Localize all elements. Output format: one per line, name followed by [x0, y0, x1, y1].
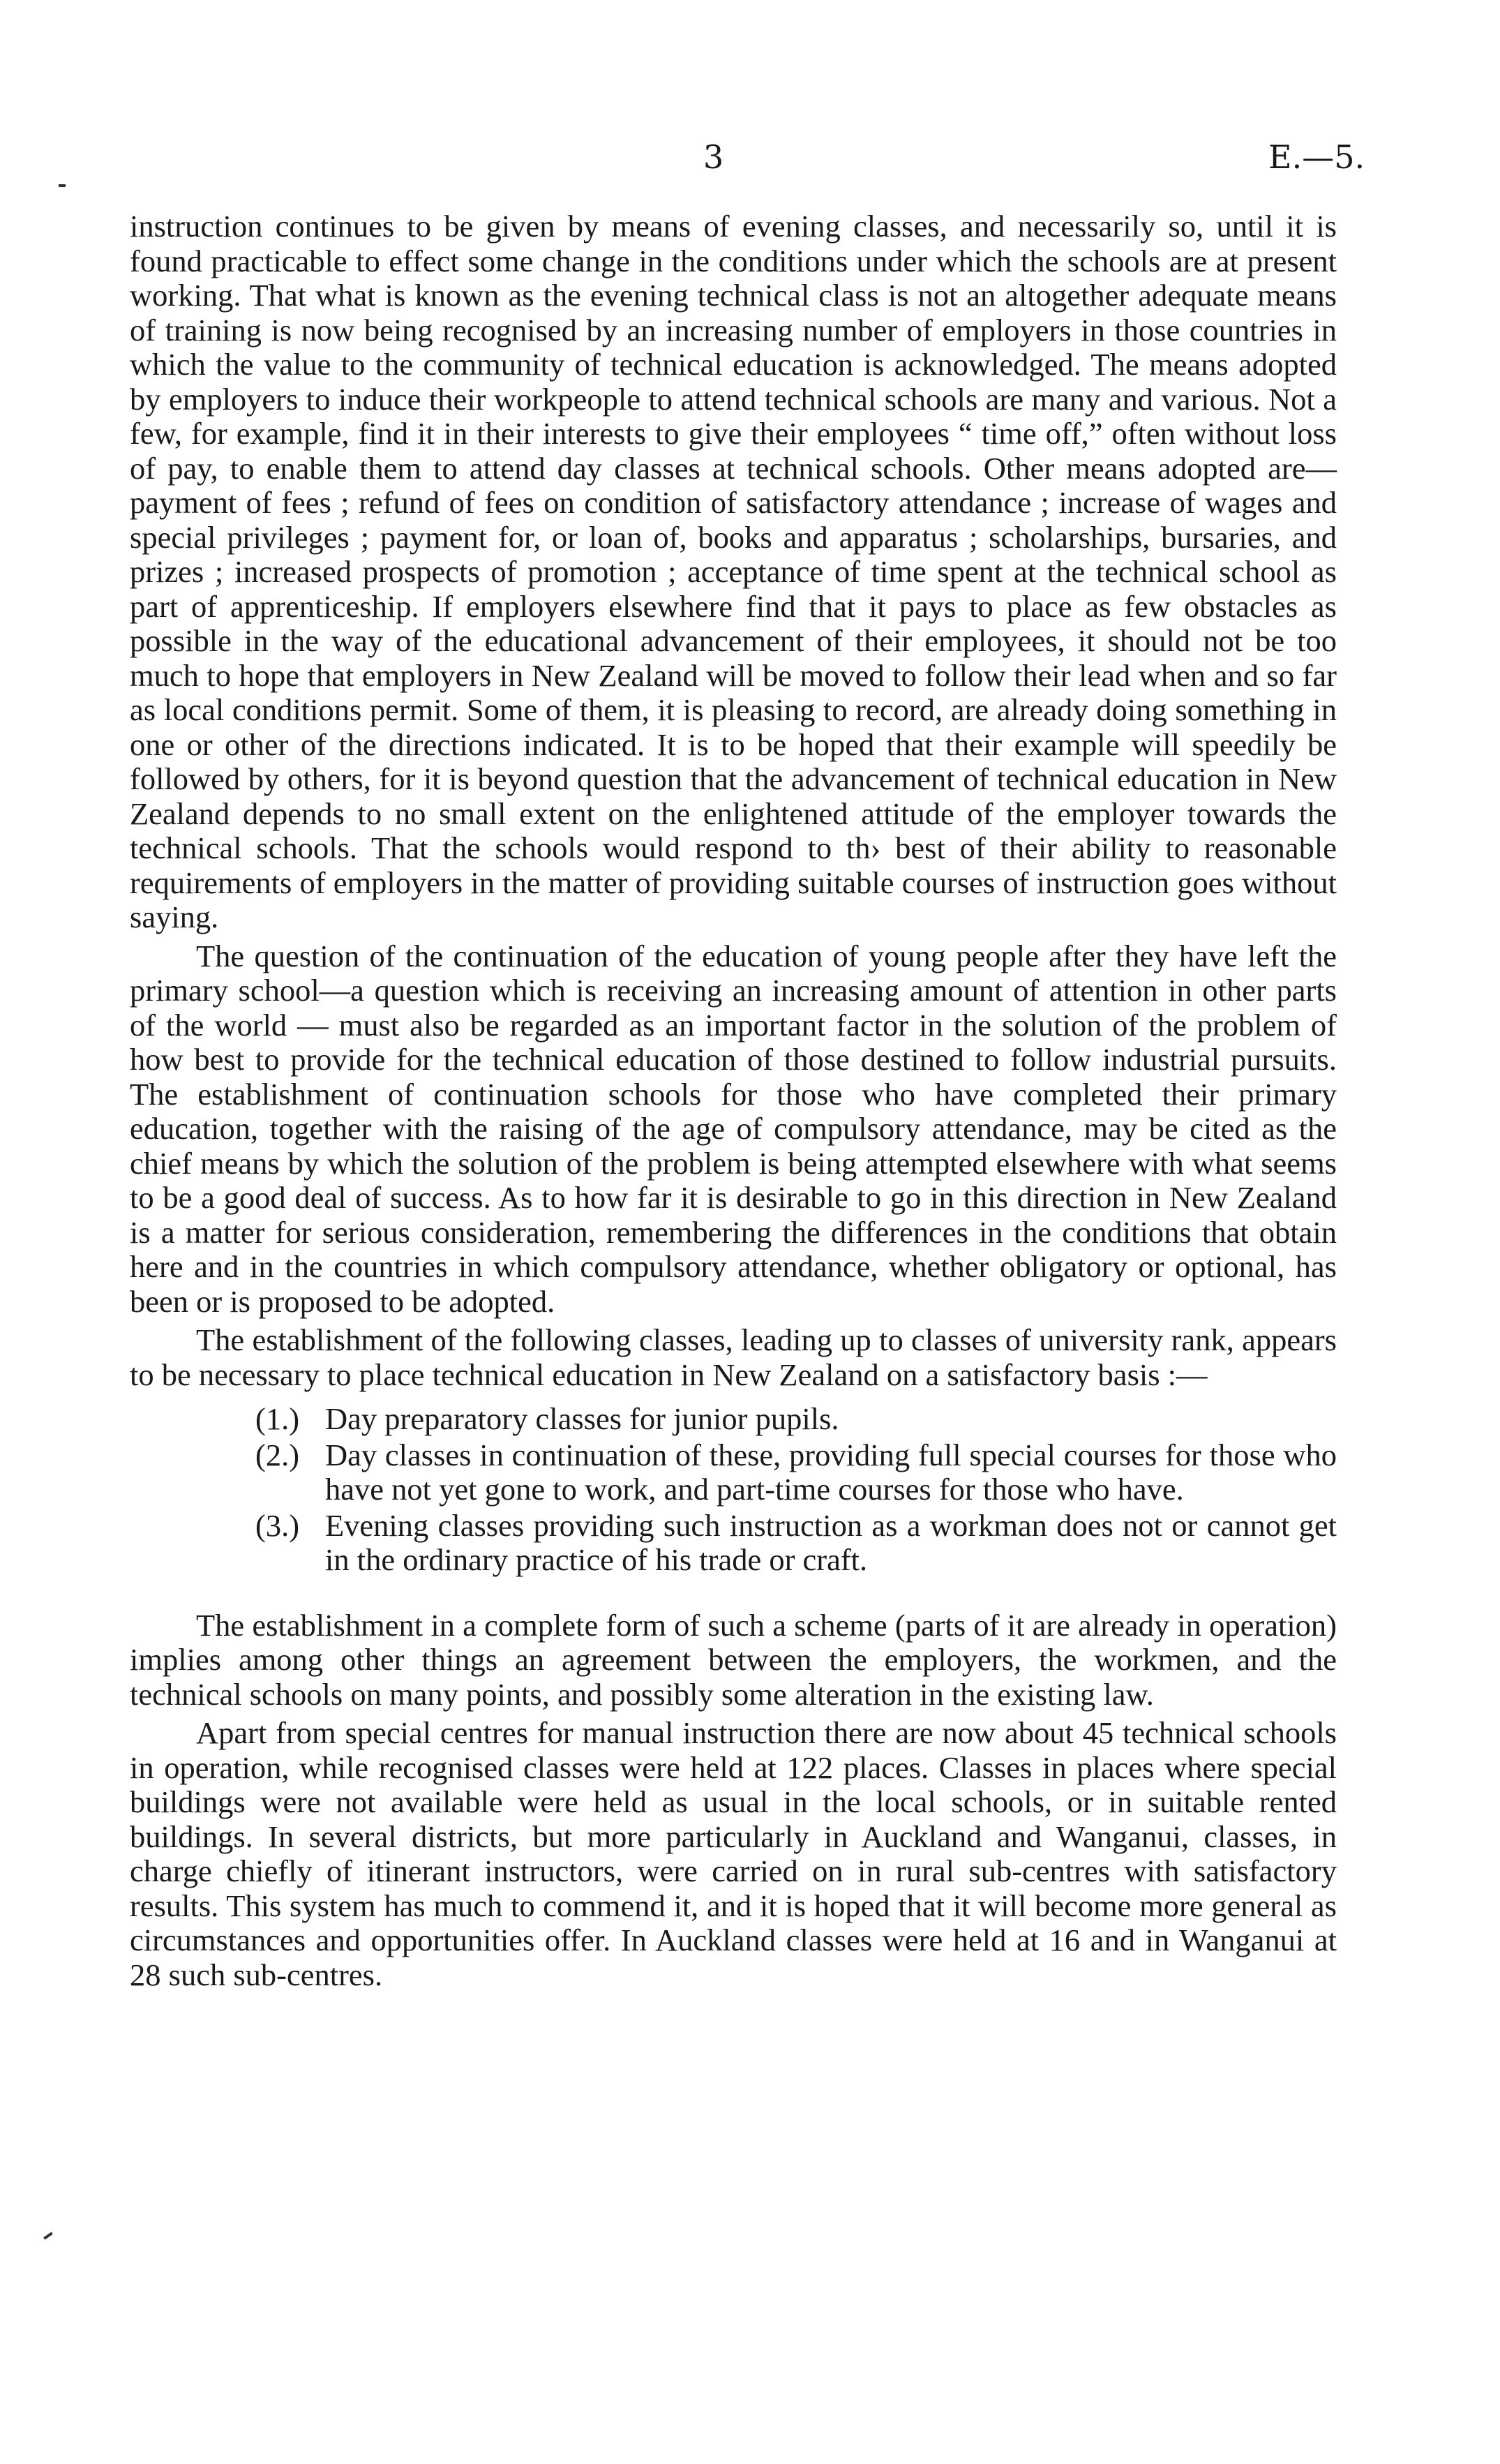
- list-item-number: (3.): [255, 1507, 300, 1543]
- list-item-number: (2.): [255, 1437, 300, 1472]
- classes-list: [130, 1402, 1337, 1578]
- list-item-text: Day preparatory classes for junior pupils.: [325, 1401, 839, 1436]
- paragraph-continuation: instruction continues to be given by means of evening classes, and necessarily so, until it is found practicable to effect some change in the conditions under which the schools are at present working. That what is known as the evening technical class is not an altogether adequate means of training is now being recognised by an increasing number of employers in those countries in which the value to the community of technical education is acknowledged. The means adopted by employers to induce their workpeople to attend technical schools are many and various. Not a few, for example, find it in their interests to give their employees “ time off,” often without loss of pay, to enable them to attend day classes at technical schools. Other means adopted are—payment of fees ; refund of fees on condition of satisfactory attendance ; increase of wages and special privileges ; payment for, or loan of, books and apparatus ; scholarships, bursaries, and prizes ; increased prospects of promotion ; acceptance of time spent at the technical school as part of apprenticeship. If employers elsewhere find that it pays to place as few obstacles as possible in the way of the educational advancement of their employees, it should not be too much to hope that employers in New Zealand will be moved to follow their lead when and so far as local conditions permit. Some of them, it is pleasing to record, are already doing something in one or other of the directions indicated. It is to be hoped that their example will speedily be followed by others, for it is beyond question that the advancement of technical education in New Zealand depends to no small extent on the enlightened attitude of the employer towards the technical schools. That the schools would respond to th› best of their ability to reasonable requirements of employers in the matter of providing suitable courses of instruction goes without saying.: [130, 209, 1337, 934]
- list-item-text: Evening classes providing such instruction as a workman does not or cannot get in the ordinary practice of his trade or craft.: [325, 1507, 1337, 1577]
- body-text: [130, 209, 1337, 1996]
- page-header: [0, 138, 1500, 180]
- scan-mark-bottom: [43, 2232, 53, 2239]
- list-item: [130, 1438, 1337, 1507]
- paragraph-scheme: The establishment in a complete form of such a scheme (parts of it are already in operation) implies among other things an agreement between the employers, the workmen, and the technical schools on many points, and possibly some alteration in the existing law.: [130, 1607, 1337, 1712]
- page-number: 3: [703, 138, 724, 176]
- list-item: [130, 1509, 1337, 1578]
- list-item-text: Day classes in continuation of these, providing full special courses for those who have not yet gone to work, and part-time courses for those who have.: [325, 1437, 1337, 1507]
- list-item-number: (1.): [255, 1401, 300, 1436]
- document-reference: E.—5.: [1268, 138, 1365, 176]
- list-item: [130, 1402, 1337, 1437]
- paragraph-continuation-schools: The question of the continuation of the education of young people after they have left the primary school—a question which is receiving an increasing amount of attention in other parts of the world — must also be regarded as an important factor in the solution of the problem of how best to provide for the technical education of those destined to follow industrial pursuits. The establishment of continuation schools for those who have completed their primary education, together with the raising of the age of compulsory attendance, may be cited as the chief means by which the solution of the problem is being attempted elsewhere with what seems to be a good deal of success. As to how far it is desirable to go in this direction in New Zealand is a matter for serious consideration, remembering the differences in the conditions that obtain here and in the countries in which compulsory attendance, whether obligatory or optional, has been or is proposed to be adopted.: [130, 938, 1337, 1319]
- paragraph-classes-intro: The establishment of the following classes, leading up to classes of university rank, appears to be necessary to place technical education in New Zealand on a satisfactory basis :—: [130, 1322, 1337, 1392]
- paragraph-technical-schools: Apart from special centres for manual instruction there are now about 45 technical schools in operation, while recognised classes were held at 122 places. Classes in places where special buildings were not available were held as usual in the local schools, or in suitable rented buildings. In several districts, but more particularly in Auckland and Wanganui, classes, in charge chiefly of itinerant instructors, were carried on in rural sub-centres with satisfactory results. This system has much to commend it, and it is hoped that it will become more general as circumstances and opportunities offer. In Auckland classes were held at 16 and in Wanganui at 28 such sub-centres.: [130, 1715, 1337, 1992]
- scan-mark-top: [59, 184, 66, 187]
